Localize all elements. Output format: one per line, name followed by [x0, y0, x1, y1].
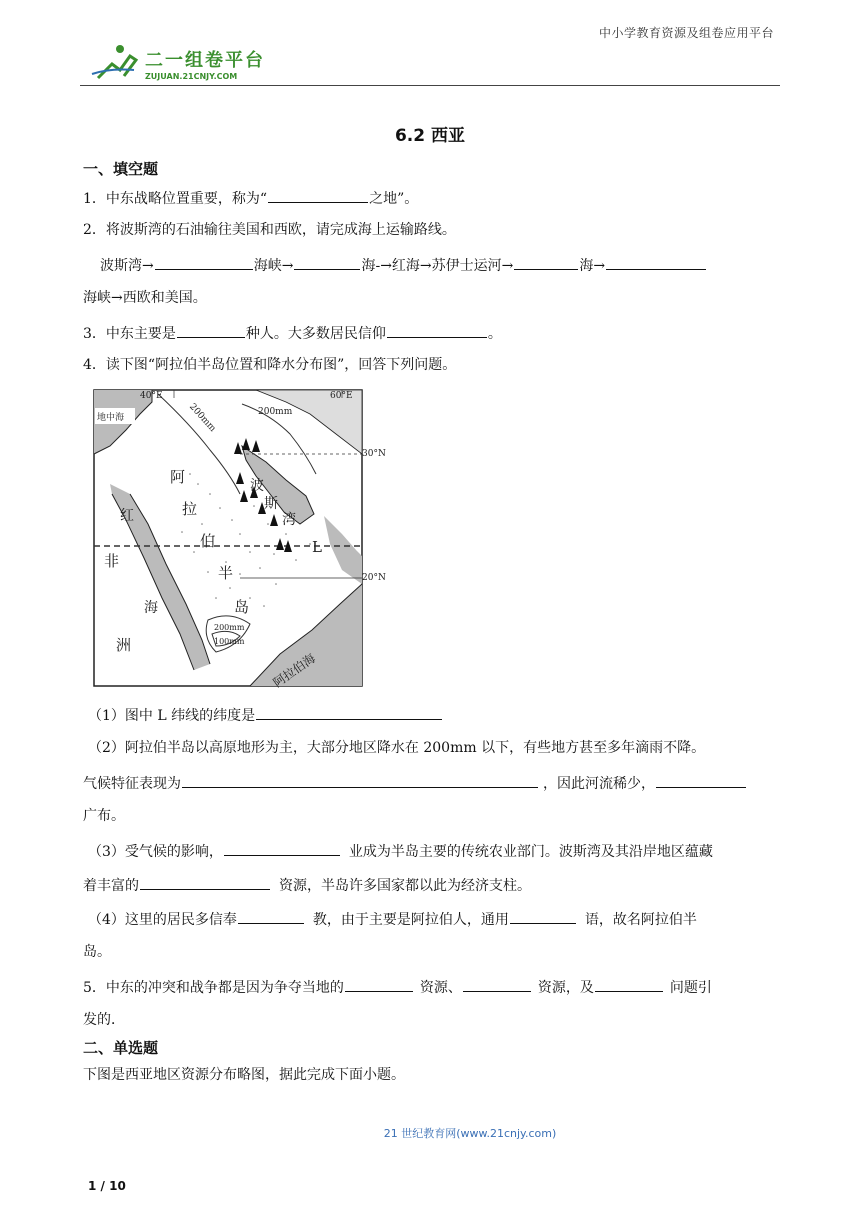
map-label-gulf-1: 波: [250, 478, 264, 494]
answer-blank[interactable]: [656, 773, 746, 788]
question-4-part-4-end: 岛。: [83, 944, 111, 960]
svg-text:二一组卷平台: 二一组卷平台: [145, 50, 265, 71]
map-label-lon40: 40°E: [140, 391, 163, 401]
map-label-lat20: 20°N: [362, 573, 386, 583]
map-label-med: 地中海: [97, 413, 125, 423]
question-2-stem: 2．将波斯湾的石油输往美国和西欧，请完成海上运输路线。: [83, 222, 456, 238]
map-label-lat30: 30°N: [362, 449, 386, 459]
question-4-part-2: （2）阿拉伯半岛以高原地形为主，大部分地区降水在 200mm 以下，有些地方甚至多年滴雨不降。: [88, 740, 706, 756]
platform-name: 中小学教育资源及组卷应用平台: [598, 26, 774, 40]
map-label-L: L: [312, 538, 322, 556]
map-label-iso200c: 200mm: [214, 623, 245, 632]
question-4-part-3-cont: 着丰富的 资源，半岛许多国家都以此为经济支柱。: [83, 875, 531, 895]
question-1: 1．中东战略位置重要，称为“ 之地”。: [83, 188, 418, 208]
map-label-lon60: 60°E: [330, 391, 353, 401]
map-label-arabia-1: 阿: [170, 468, 186, 486]
map-label-arabia-2: 拉: [182, 500, 198, 518]
svg-text:ZUJUAN.21CNJY.COM: ZUJUAN.21CNJY.COM: [145, 72, 238, 81]
map-label-arabia-3: 伯: [200, 532, 216, 550]
question-4-stem: 4．读下图“阿拉伯半岛位置和降水分布图”，回答下列问题。: [83, 357, 457, 373]
answer-blank[interactable]: [463, 977, 531, 992]
arabia-precipitation-map: [90, 384, 392, 690]
question-4-part-3: （3）受气候的影响， 业成为半岛主要的传统农业部门。波斯湾及其沿岸地区蕴藏: [88, 841, 713, 861]
question-4-part-4: （4）这里的居民多信奉 教，由于主要是阿拉伯人，通用 语，故名阿拉伯半: [88, 909, 697, 929]
map-label-redsea-2: 海: [144, 600, 158, 616]
footer-site-link[interactable]: 21 世纪教育网(www.21cnjy.com): [383, 1127, 557, 1140]
map-label-iso200a: 200mm: [258, 407, 293, 417]
map-label-iso100: 100mm: [214, 637, 245, 646]
answer-blank[interactable]: [256, 705, 442, 720]
answer-blank[interactable]: [387, 323, 487, 338]
header-divider: [80, 85, 780, 86]
question-3: 3．中东主要是 种人。大多数居民信仰 。: [83, 323, 502, 343]
question-2-cont: 海峡→西欧和美国。: [83, 290, 207, 306]
answer-blank[interactable]: [514, 255, 578, 270]
section-heading-choice: 二、单选题: [83, 1039, 159, 1057]
page-number: 1 / 10: [88, 1179, 126, 1193]
map-label-redsea-1: 红: [120, 508, 134, 524]
question-4-part-2-end: 广布。: [83, 808, 125, 824]
section-2-intro: 下图是西亚地区资源分布略图，据此完成下面小题。: [83, 1067, 405, 1083]
map-label-iso200b: 200mm: [187, 401, 218, 435]
map-label-arabsea: 阿拉伯海: [270, 651, 318, 690]
answer-blank[interactable]: [177, 323, 245, 338]
map-label-arabia-5: 岛: [234, 598, 250, 616]
question-5: 5．中东的冲突和战争都是因为争夺当地的 资源、 资源，及 问题引: [83, 977, 712, 997]
map-label-africa-1: 非: [104, 552, 120, 570]
answer-blank[interactable]: [268, 188, 368, 203]
answer-blank[interactable]: [224, 841, 340, 856]
map-label-gulf-3: 湾: [282, 512, 296, 528]
answer-blank[interactable]: [238, 909, 304, 924]
answer-blank[interactable]: [510, 909, 576, 924]
answer-blank[interactable]: [155, 255, 253, 270]
question-4-part-2-cont: 气候特征表现为 ，因此河流稀少，: [83, 773, 747, 793]
question-2-route: 波斯湾→ 海峡→ 海-→红海→苏伊士运河→ 海→: [100, 255, 707, 275]
answer-blank[interactable]: [345, 977, 413, 992]
page-title: 6.2 西亚: [394, 126, 466, 146]
section-heading-fill: 一、填空题: [83, 160, 159, 178]
map-label-arabia-4: 半: [218, 564, 234, 582]
answer-blank[interactable]: [595, 977, 663, 992]
answer-blank[interactable]: [182, 773, 538, 788]
site-logo: [90, 40, 280, 82]
answer-blank[interactable]: [606, 255, 706, 270]
question-4-part-1: （1）图中 L 纬线的纬度是: [88, 705, 443, 725]
map-label-africa-2: 洲: [116, 636, 132, 654]
question-5-end: 发的．: [83, 1012, 125, 1028]
map-label-gulf-2: 斯: [264, 496, 278, 512]
answer-blank[interactable]: [140, 875, 270, 890]
answer-blank[interactable]: [294, 255, 360, 270]
